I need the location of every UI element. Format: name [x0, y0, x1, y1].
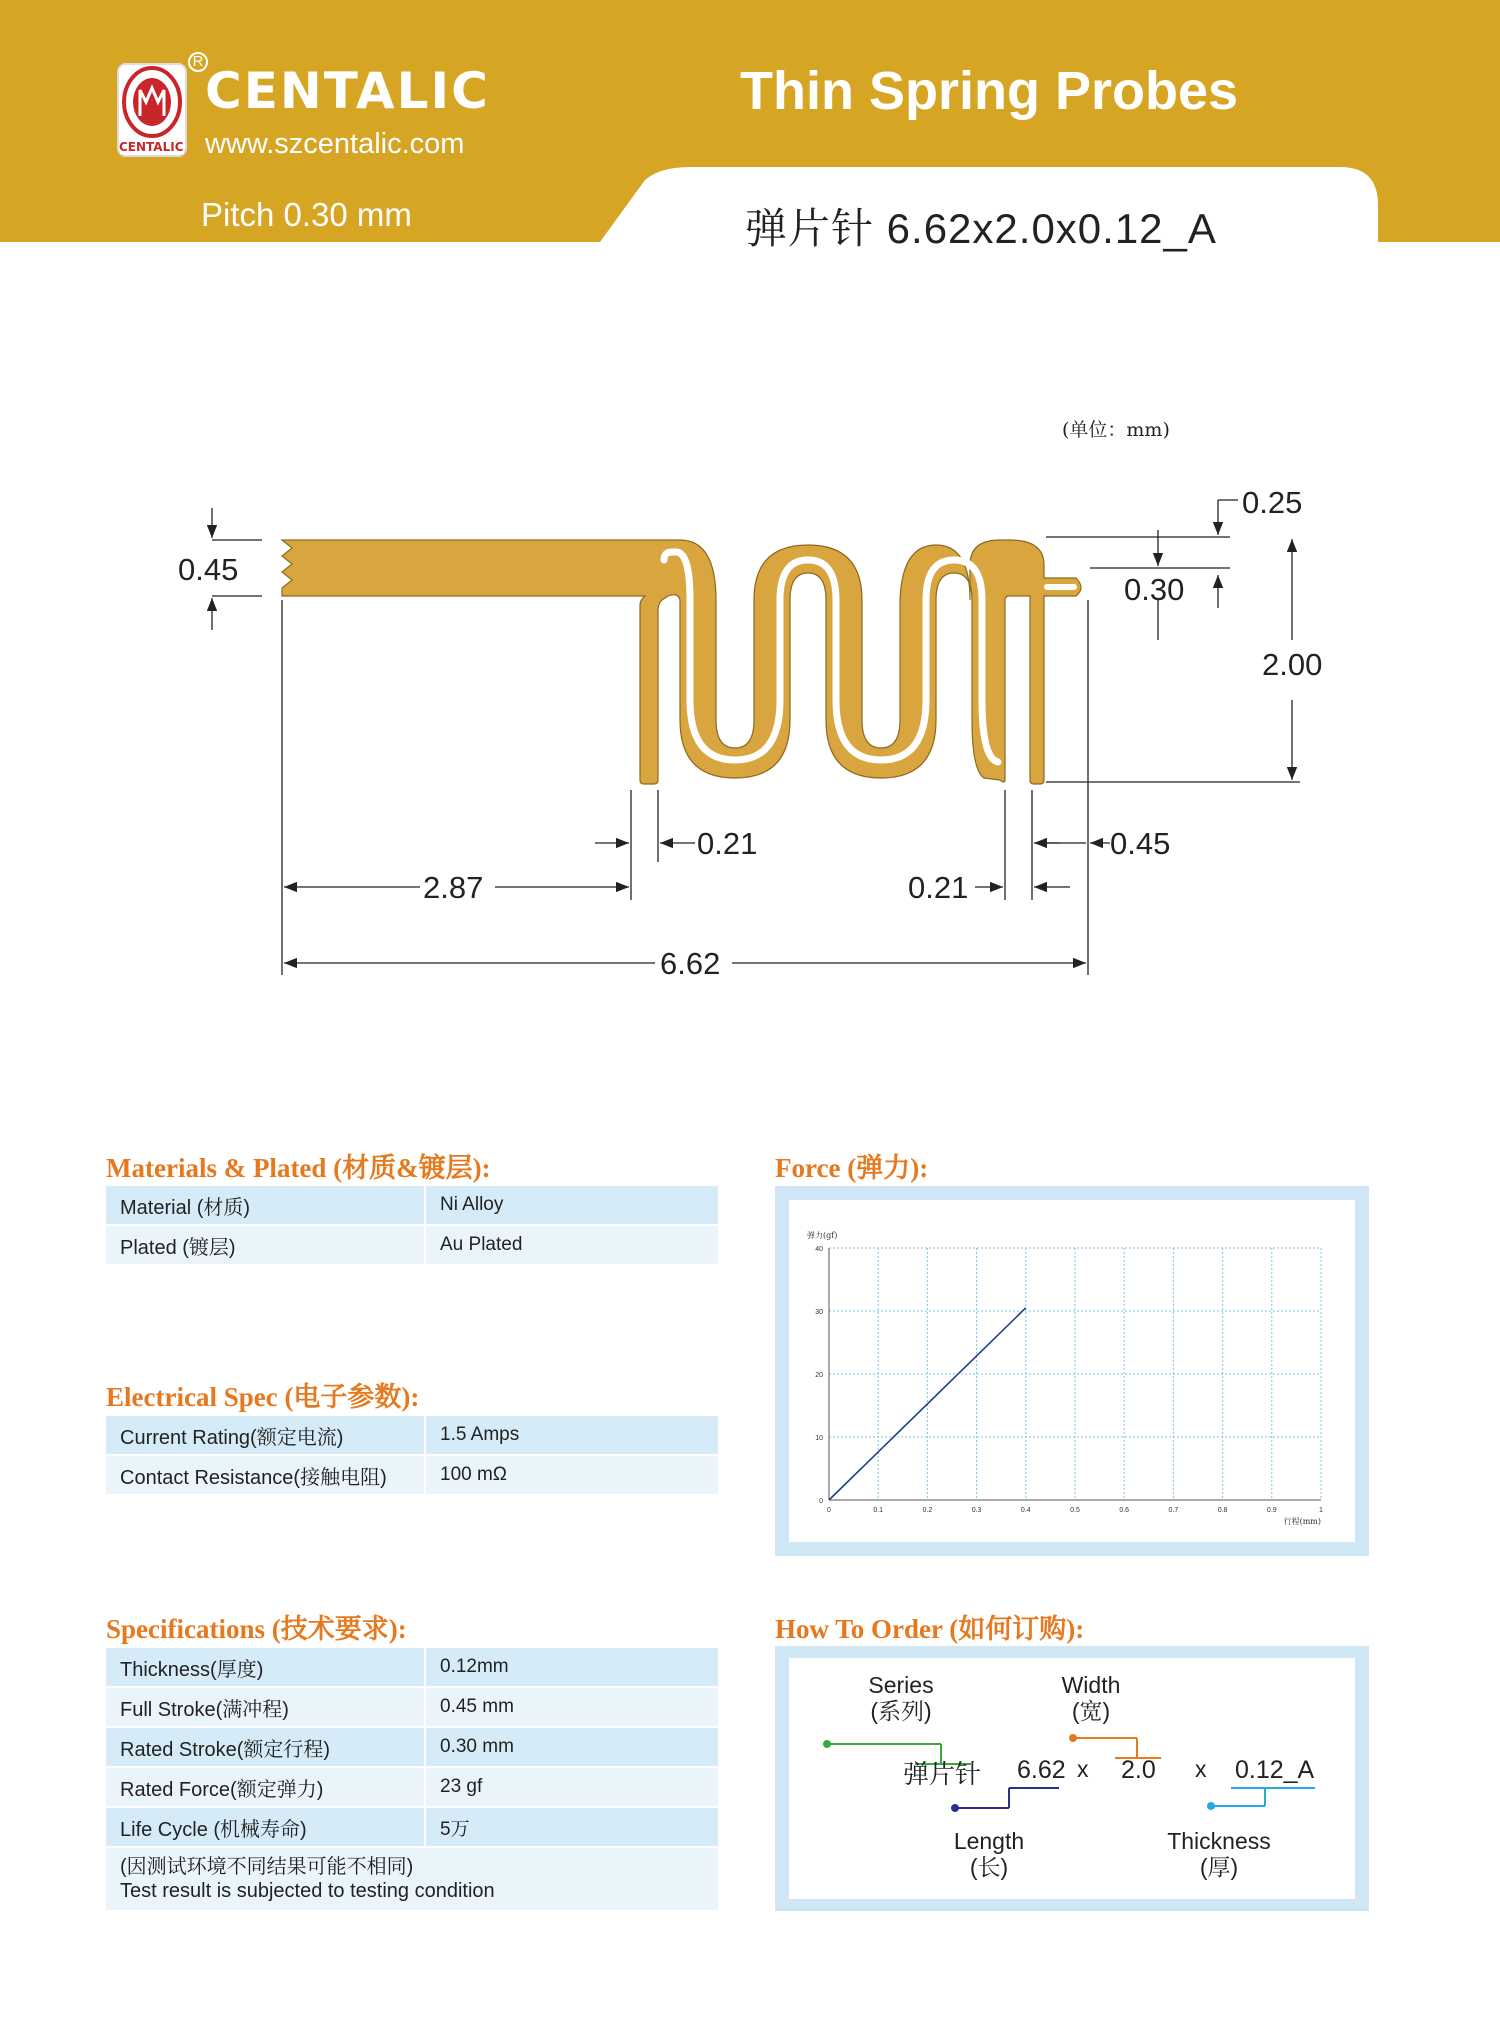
x-axis-label: 行程(mm) — [1283, 1517, 1321, 1526]
dim-0-25: 0.25 — [1242, 485, 1303, 520]
probe-shape — [282, 540, 1081, 784]
dim-6-62: 6.62 — [660, 946, 721, 981]
row-value: 23 gf — [425, 1767, 718, 1807]
table-row — [106, 1727, 718, 1767]
force-chart-area — [789, 1200, 1355, 1542]
row-value: 0.30 mm — [425, 1727, 718, 1767]
row-value: Ni Alloy — [425, 1186, 718, 1225]
thickness-label-cn: (厚) — [1199, 1854, 1239, 1880]
code-length: 6.62 — [1017, 1756, 1066, 1784]
y-tick-label: 10 — [815, 1435, 823, 1442]
series-label — [851, 1672, 951, 1724]
row-label: Contact Resistance(接触电阻) — [106, 1455, 425, 1495]
row-label: Life Cycle (机械寿命) — [106, 1807, 425, 1847]
electrical-table — [106, 1416, 718, 1496]
page-title: Thin Spring Probes — [740, 61, 1239, 121]
row-label: Material (材质) — [106, 1186, 425, 1225]
length-label-cn: (长) — [969, 1854, 1009, 1880]
force-title: Force (弹力): — [775, 1153, 929, 1183]
x-tick-label: 1 — [1319, 1507, 1323, 1514]
x-tick-label: 0.4 — [1020, 1507, 1031, 1514]
electrical-title: Electrical Spec (电子参数): — [106, 1382, 420, 1412]
width-label-en: Width — [1061, 1672, 1121, 1698]
table-row — [106, 1455, 718, 1495]
order-panel — [775, 1646, 1369, 1911]
note-cn: (因测试环境不同结果可能不相同) — [120, 1856, 414, 1878]
row-label: Rated Force(额定弹力) — [106, 1767, 425, 1807]
materials-table — [106, 1186, 718, 1266]
specifications-table — [106, 1648, 718, 1912]
thickness-label — [1149, 1828, 1289, 1880]
y-tick-label: 0 — [819, 1498, 823, 1505]
row-label: Full Stroke(满冲程) — [106, 1687, 425, 1727]
order-area — [789, 1658, 1355, 1899]
x-tick-label: 0.7 — [1168, 1507, 1179, 1514]
thickness-label-en: Thickness — [1167, 1828, 1271, 1854]
row-label: Current Rating(额定电流) — [106, 1416, 425, 1455]
force-panel — [775, 1186, 1369, 1556]
row-value: 1.5 Amps — [425, 1416, 718, 1455]
dim-2-87: 2.87 — [423, 870, 484, 905]
x-tick-label: 0.3 — [971, 1507, 982, 1514]
dim-0-30: 0.30 — [1124, 572, 1185, 607]
dim-2-00: 2.00 — [1262, 647, 1323, 682]
row-value: 0.12mm — [425, 1648, 718, 1687]
row-value: Au Plated — [425, 1225, 718, 1265]
table-row — [106, 1687, 718, 1727]
x-tick-label: 0.5 — [1070, 1507, 1080, 1514]
dim-0-21-a: 0.21 — [697, 826, 758, 861]
logo-caption: CENTALIC — [119, 140, 184, 154]
width-label-cn: (宽) — [1071, 1698, 1111, 1724]
brand-name: CENTALIC — [205, 62, 490, 120]
table-row — [106, 1807, 718, 1847]
order-title: How To Order (如何订购): — [775, 1614, 1085, 1644]
unit-label: (单位：mm) — [1062, 419, 1170, 441]
note-en: Test result is subjected to testing condition — [120, 1880, 495, 1902]
length-label-en: Length — [953, 1828, 1025, 1854]
code-thickness: 0.12_A — [1235, 1756, 1315, 1784]
code-x1: x — [1077, 1756, 1089, 1782]
y-tick-label: 20 — [815, 1372, 823, 1379]
x-tick-label: 0.8 — [1217, 1507, 1228, 1514]
specifications-title: Specifications (技术要求): — [106, 1614, 407, 1644]
part-number: 弹片针 6.62x2.0x0.12_A — [745, 205, 1217, 252]
x-tick-label: 0.1 — [873, 1507, 884, 1514]
x-tick-label: 0.9 — [1266, 1507, 1277, 1514]
table-row — [106, 1648, 718, 1687]
test-note — [106, 1847, 718, 1911]
row-label: Thickness(厚度) — [106, 1648, 425, 1687]
table-row — [106, 1225, 718, 1265]
registered-mark: R — [188, 52, 208, 72]
series-label-cn: (系列) — [870, 1698, 932, 1724]
y-tick-label: 40 — [815, 1246, 823, 1253]
y-tick-label: 30 — [815, 1309, 823, 1316]
code-width: 2.0 — [1121, 1756, 1156, 1784]
y-axis-label: 弹力(gf) — [807, 1231, 838, 1240]
table-row — [106, 1416, 718, 1455]
row-label: Rated Stroke(额定行程) — [106, 1727, 425, 1767]
length-label — [939, 1828, 1039, 1880]
width-label — [1041, 1672, 1141, 1724]
materials-title: Materials & Plated (材质&镀层): — [106, 1153, 491, 1183]
dim-0-45-left: 0.45 — [178, 552, 239, 587]
row-label: Plated (镀层) — [106, 1225, 425, 1265]
row-value: 100 mΩ — [425, 1455, 718, 1495]
row-value: 0.45 mm — [425, 1687, 718, 1727]
dim-0-45-b: 0.45 — [1110, 826, 1171, 861]
x-tick-label: 0 — [827, 1507, 831, 1514]
x-tick-label: 0.2 — [922, 1507, 933, 1514]
x-tick-label: 0.6 — [1119, 1507, 1130, 1514]
pitch-label: Pitch 0.30 mm — [201, 196, 412, 233]
code-series: 弹片针 — [903, 1759, 982, 1789]
dim-0-21-b: 0.21 — [908, 870, 969, 905]
row-value: 5万 — [425, 1807, 718, 1847]
series-label-en: Series — [868, 1672, 934, 1698]
table-note-row — [106, 1847, 718, 1911]
code-x2: x — [1195, 1756, 1207, 1782]
force-chart — [789, 1200, 1355, 1542]
table-row — [106, 1186, 718, 1225]
table-row — [106, 1767, 718, 1807]
website-link[interactable]: www.szcentalic.com — [205, 128, 465, 160]
